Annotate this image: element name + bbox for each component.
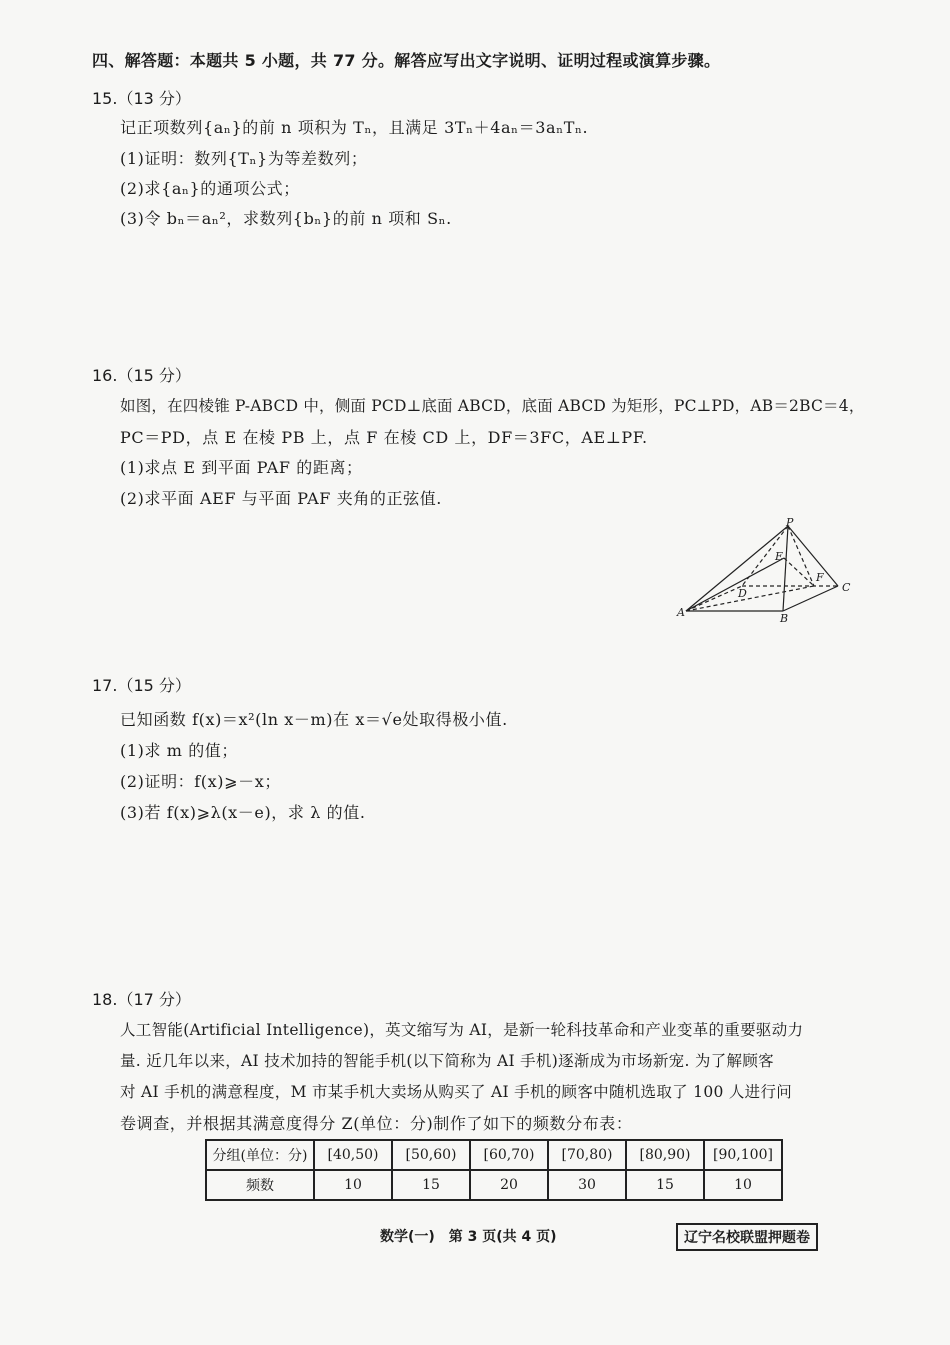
label-d: D bbox=[738, 587, 747, 600]
q16-part2: (2)求平面 AEF 与平面 PAF 夹角的正弦值. bbox=[120, 489, 442, 508]
table-group-cell: [70,80) bbox=[548, 1140, 626, 1170]
table-freq-cell: 15 bbox=[626, 1170, 704, 1200]
edge-pb bbox=[783, 526, 788, 611]
table-header-row bbox=[206, 1140, 782, 1170]
table-group-cell: [90,100] bbox=[704, 1140, 782, 1170]
table-freq-cell: 30 bbox=[548, 1170, 626, 1200]
label-p: P bbox=[786, 518, 794, 529]
q15-part3: (3)令 bₙ＝aₙ²，求数列{bₙ}的前 n 项和 Sₙ. bbox=[120, 209, 452, 228]
q16-stem-line1: 如图，在四棱锥 P-ABCD 中，侧面 PCD⊥底面 ABCD，底面 ABCD 为矩形，PC⊥PD，AB＝2BC＝4， bbox=[120, 397, 865, 415]
table-freq-row bbox=[206, 1170, 782, 1200]
q17-number: 17.（15 分） bbox=[92, 676, 191, 695]
q17-part3: (3)若 f(x)⩾λ(x－e)，求 λ 的值. bbox=[120, 803, 366, 822]
q17-part2: (2)证明：f(x)⩾－x； bbox=[120, 772, 281, 791]
edge-ad bbox=[686, 586, 742, 611]
q17-part1: (1)求 m 的值； bbox=[120, 741, 239, 760]
table-group-cell: [80,90) bbox=[626, 1140, 704, 1170]
label-b: B bbox=[780, 612, 789, 625]
table-freq-cell: 10 bbox=[704, 1170, 782, 1200]
q18-number: 18.（17 分） bbox=[92, 990, 191, 1009]
edge-pc bbox=[788, 526, 838, 586]
table-freq-cell: 20 bbox=[470, 1170, 548, 1200]
table-group-cell: [40,50) bbox=[314, 1140, 392, 1170]
q15-number: 15.（13 分） bbox=[92, 89, 191, 108]
label-a: A bbox=[677, 606, 685, 619]
q15-part2: (2)求{aₙ}的通项公式； bbox=[120, 179, 300, 198]
table-row-label: 频数 bbox=[206, 1170, 314, 1200]
label-c: C bbox=[842, 581, 851, 594]
label-f: F bbox=[816, 571, 824, 584]
segment-pf bbox=[788, 526, 814, 586]
segment-ef bbox=[784, 558, 814, 586]
q16-part1: (1)求点 E 到平面 PAF 的距离； bbox=[120, 458, 363, 477]
table-group-cell: [50,60) bbox=[392, 1140, 470, 1170]
segment-af bbox=[686, 586, 814, 611]
pyramid-figure bbox=[672, 518, 862, 628]
edge-bc bbox=[783, 586, 838, 611]
exam-badge: 辽宁名校联盟押题卷 bbox=[676, 1223, 818, 1251]
q18-line2: 量. 近几年以来，AI 技术加持的智能手机(以下简称为 AI 手机)逐渐成为市场新宠. 为了解顾客 bbox=[120, 1052, 774, 1070]
q18-line4: 卷调查，并根据其满意度得分 Z(单位：分)制作了如下的频数分布表： bbox=[120, 1114, 633, 1133]
q18-line1: 人工智能(Artificial Intelligence)，英文缩写为 AI，是新一轮科技革命和产业变革的重要驱动力 bbox=[120, 1021, 804, 1039]
q16-stem-line2: PC＝PD，点 E 在棱 PB 上，点 F 在棱 CD 上，DF＝3FC，AE⊥PF. bbox=[120, 428, 648, 447]
segment-ae bbox=[686, 558, 784, 611]
table-freq-cell: 10 bbox=[314, 1170, 392, 1200]
q16-number: 16.（15 分） bbox=[92, 366, 191, 385]
q18-line3: 对 AI 手机的满意程度，M 市某手机大卖场从购买了 AI 手机的顾客中随机选取了 100 人进行问 bbox=[120, 1083, 793, 1101]
section-header: 四、解答题：本题共 5 小题，共 77 分。解答应写出文字说明、证明过程或演算步骤。 bbox=[92, 51, 721, 70]
edge-pa bbox=[686, 526, 788, 611]
q15-stem: 记正项数列{aₙ}的前 n 项积为 Tₙ，且满足 3Tₙ＋4aₙ＝3aₙTₙ. bbox=[120, 118, 589, 137]
label-e: E bbox=[775, 550, 784, 563]
q15-part1: (1)证明：数列{Tₙ}为等差数列； bbox=[120, 149, 368, 168]
page-footer: 数学(一) 第 3 页(共 4 页) bbox=[380, 1229, 557, 1245]
table-freq-cell: 15 bbox=[392, 1170, 470, 1200]
q17-stem: 已知函数 f(x)＝x²(ln x－m)在 x＝√e处取得极小值. bbox=[120, 710, 508, 729]
table-group-cell: [60,70) bbox=[470, 1140, 548, 1170]
frequency-table bbox=[205, 1139, 783, 1201]
table-header-label: 分组(单位：分) bbox=[206, 1140, 314, 1170]
